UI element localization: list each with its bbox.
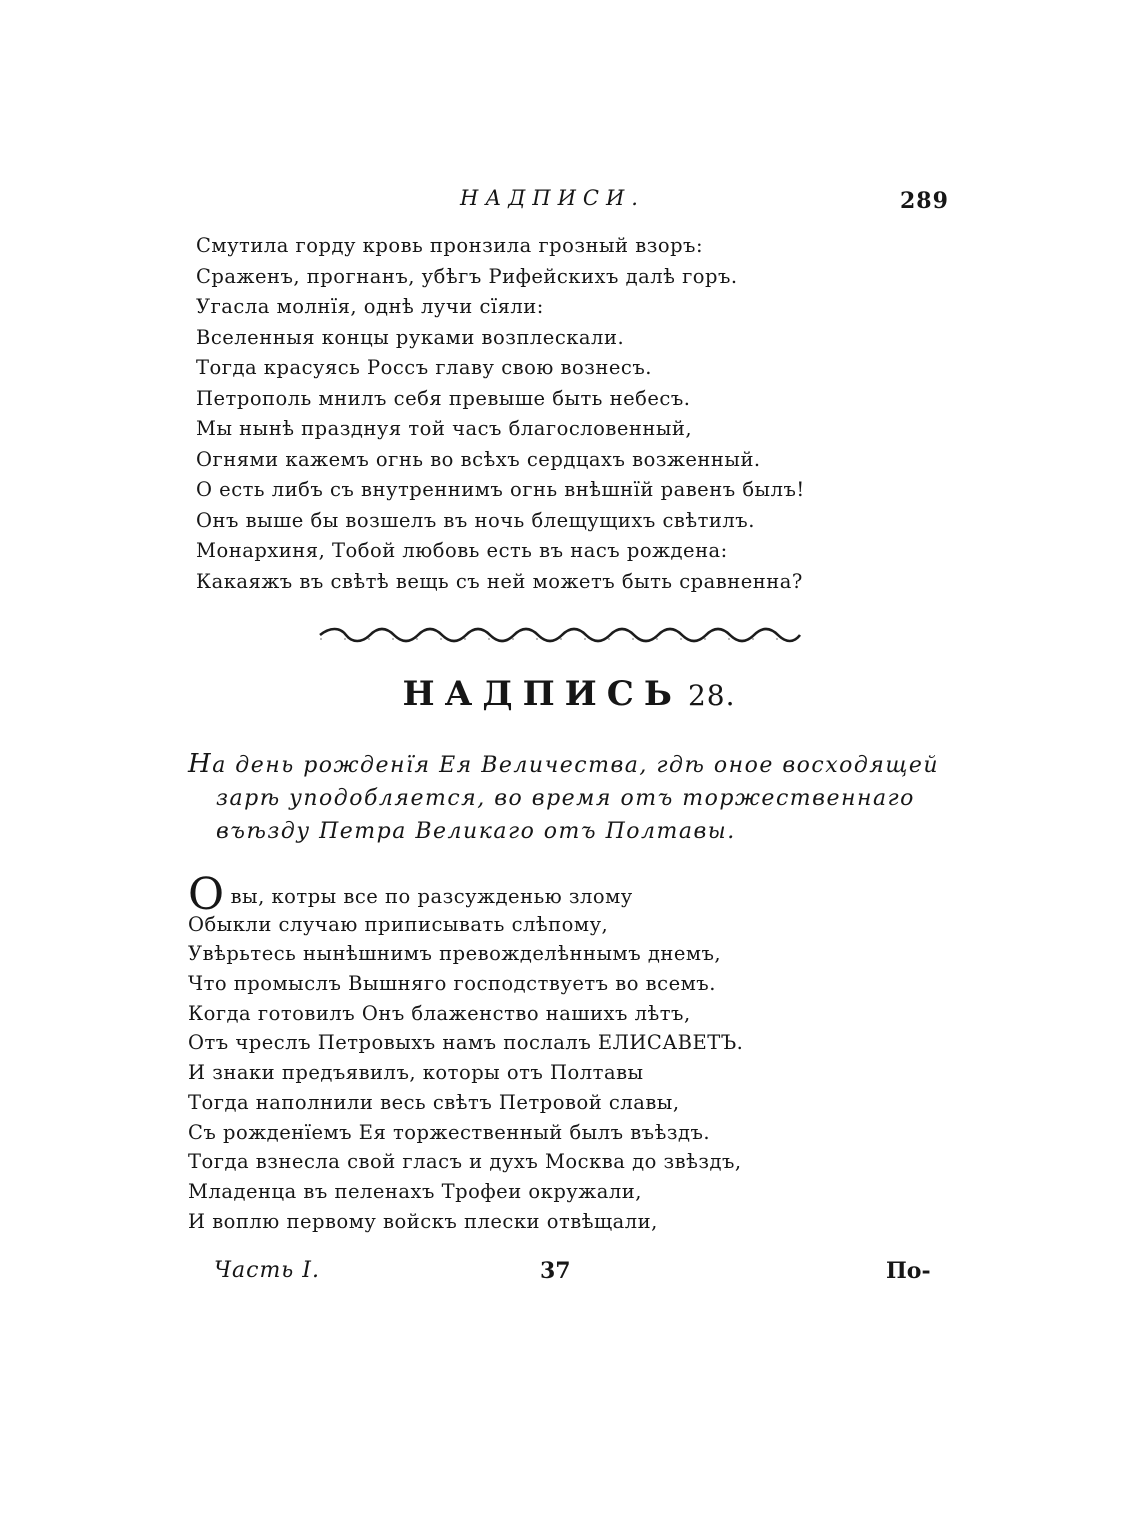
part-label: Часть I. [214, 1258, 320, 1283]
verse-line: Какаяжъ въ свѣтѣ вещь съ ней можетъ быть сравненна? [196, 569, 803, 593]
page-footer [0, 1258, 1138, 1292]
verse-line: Тогда красуясь Россъ главу свою вознесъ. [196, 356, 652, 379]
dedication-line: На день рожденїя Ея Величества, гдѣ оное восходящей [188, 749, 940, 779]
dedication-line: въѣзду Петра Великаго отъ Полтавы. [216, 819, 736, 844]
verse-line: Тогда наполнили весь свѣтъ Петровой славы, [188, 1090, 680, 1114]
page-number: 289 [900, 188, 949, 214]
running-title: НАДПИСИ. [460, 186, 645, 210]
verse-line: Монархиня, Тобой любовь есть въ насъ рождена: [196, 539, 728, 562]
verse-line-text: вы, котры все по разсужденью злому [230, 885, 633, 908]
verse-line: Что промыслъ Вышняго господствуетъ во всемъ. [188, 972, 716, 996]
verse-top [196, 231, 805, 597]
verse-line: Тогда взнесла свой гласъ и духъ Москва до звѣздъ, [188, 1150, 742, 1174]
verse-line: Обыкли случаю приписывать слѣпому, [188, 912, 609, 936]
verse-line: И воплю первому войскъ плески отвѣщали, [188, 1209, 658, 1233]
verse-line: Отъ чреслъ Петровыхъ намъ послалъ ЕЛИСАВЕТЪ. [188, 1031, 744, 1055]
verse-line: Съ рожденїемъ Ея торжественный былъ въѣздъ. [188, 1120, 711, 1144]
verse-line: Смутила горду кровь пронзила грозный взоръ: [196, 234, 704, 257]
verse-line: И знаки предъявилъ, которы отъ Полтавы [188, 1061, 644, 1085]
verse-line: Мы нынѣ празднуя той часъ благословенный, [196, 417, 693, 440]
verse-line: Сраженъ, прогнанъ, убѣгъ Рифейскихъ далѣ горъ. [196, 264, 738, 288]
verse-line: Огнями кажемъ огнь во всѣхъ сердцахъ возженный. [196, 447, 761, 471]
verse-line: О есть либъ съ внутреннимъ огнь внѣшнїй равенъ былъ! [196, 478, 805, 501]
verse-line: Вселенныя концы руками возплескали. [196, 325, 625, 349]
verse-line: Угасла молнїя, однѣ лучи сїяли: [196, 295, 544, 318]
verse-line: Когда готовилъ Онъ блаженство нашихъ лѣтъ, [188, 1001, 691, 1025]
dedication-line: зарѣ уподобляется, во время отъ торжественнаго [216, 786, 915, 811]
verse-line: Младенца въ пеленахъ Трофеи окружали, [188, 1179, 642, 1203]
verse-line: Увѣрьтесь нынѣшнимъ превожделѣннымъ днемъ, [188, 942, 722, 966]
verse-line: Петрополь мнилъ себя превыше быть небесъ. [196, 386, 691, 410]
verse-line-first [188, 869, 743, 920]
section-number: 28. [687, 679, 736, 712]
drop-cap: О [188, 869, 225, 920]
verse-main [188, 869, 744, 1236]
dedication [188, 748, 948, 848]
ornament-divider [316, 625, 804, 645]
verse-line: Онъ выше бы возшелъ въ ночь блещущихъ свѣтилъ. [196, 508, 755, 532]
signature-mark: 37 [540, 1258, 571, 1284]
section-title [0, 674, 1138, 714]
section-title-text: НАДПИСЬ [402, 674, 682, 714]
running-head [0, 186, 1138, 218]
catchword: По- [886, 1258, 931, 1284]
